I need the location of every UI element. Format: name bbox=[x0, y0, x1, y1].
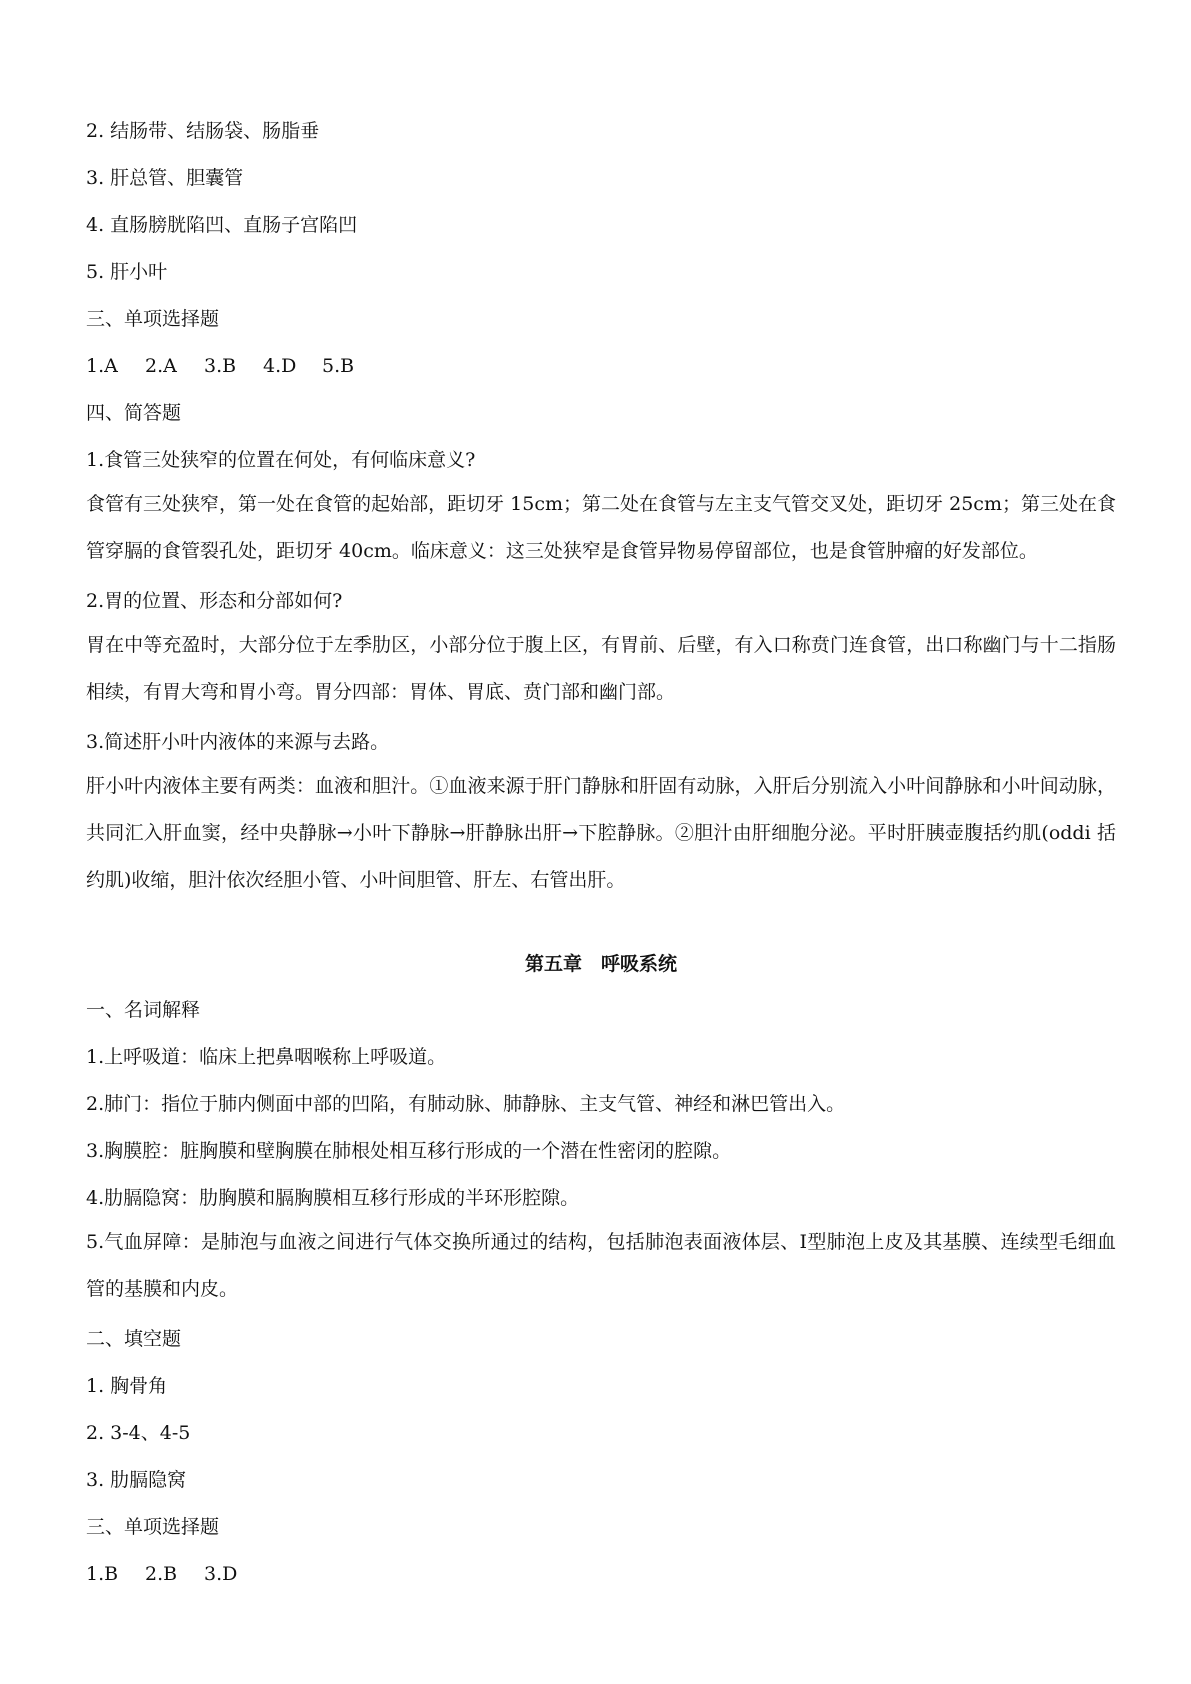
section-heading: 四、简答题 bbox=[86, 402, 182, 424]
answer-paragraph: 肝小叶内液体主要有两类：血液和胆汁。①血液来源于肝门静脉和肝固有动脉，入肝后分别流入小叶间静脉和小叶间动脉，共同汇入肝血窦，经中央静脉→小叶下静脉→肝静脉出肝→下腔静脉。②胆汁由肝细胞分泌。平时肝胰壶腹括约肌(oddi 括约肌)收缩，胆汁依次经胆小管、小叶间胆管、肝左、右管出肝。 bbox=[86, 775, 1116, 891]
term-definition: 3.胸膜腔：脏胸膜和壁胸膜在肺根处相互移行形成的一个潜在性密闭的腔隙。 bbox=[86, 1140, 732, 1162]
fill-answer: 1. 胸骨角 bbox=[86, 1375, 168, 1397]
fill-answer: 2. 3-4、4-5 bbox=[86, 1422, 191, 1444]
mc-answer: 2.A bbox=[145, 355, 177, 377]
mc-answer: 4.D bbox=[263, 355, 297, 377]
question: 2.胃的位置、形态和分部如何? bbox=[86, 590, 343, 612]
fill-answer: 5. 肝小叶 bbox=[86, 261, 168, 283]
term-definition: 1.上呼吸道：临床上把鼻咽喉称上呼吸道。 bbox=[86, 1046, 447, 1068]
mc-answer-row bbox=[86, 1561, 263, 1587]
chapter-title: 第五章 呼吸系统 bbox=[524, 953, 677, 975]
mc-answer: 2.B bbox=[145, 1563, 178, 1585]
answer-paragraph: 食管有三处狭窄，第一处在食管的起始部，距切牙 15cm；第二处在食管与左主支气管交叉处，距切牙 25cm；第三处在食管穿膈的食管裂孔处，距切牙 40cm。临床意义：这三处狭窄是食管异物易停留部位，也是食管肿瘤的好发部位。 bbox=[86, 493, 1116, 562]
fill-answer: 4. 直肠膀胱陷凹、直肠子宫陷凹 bbox=[86, 214, 358, 236]
mc-answer: 3.D bbox=[204, 1563, 238, 1585]
mc-answer: 3.B bbox=[204, 355, 237, 377]
section-heading: 二、填空题 bbox=[86, 1328, 182, 1350]
mc-answer: 1.B bbox=[86, 1563, 119, 1585]
mc-answer: 5.B bbox=[322, 355, 355, 377]
fill-answer: 3. 肝总管、胆囊管 bbox=[86, 167, 244, 189]
answer-paragraph: 胃在中等充盈时，大部分位于左季肋区，小部分位于腹上区，有胃前、后壁，有入口称贲门连食管，出口称幽门与十二指肠相续，有胃大弯和胃小弯。胃分四部：胃体、胃底、贲门部和幽门部。 bbox=[86, 634, 1116, 703]
fill-answer: 3. 肋膈隐窝 bbox=[86, 1469, 187, 1491]
mc-answer: 1.A bbox=[86, 355, 118, 377]
section-heading: 一、名词解释 bbox=[86, 999, 201, 1021]
term-definition: 5.气血屏障：是肺泡与血液之间进行气体交换所通过的结构，包括肺泡表面液体层、Ⅰ型肺泡上皮及其基膜、连续型毛细血管的基膜和内皮。 bbox=[86, 1231, 1116, 1300]
section-heading: 三、单项选择题 bbox=[86, 1516, 220, 1538]
term-definition: 4.肋膈隐窝：肋胸膜和膈胸膜相互移行形成的半环形腔隙。 bbox=[86, 1187, 580, 1209]
question: 3.简述肝小叶内液体的来源与去路。 bbox=[86, 731, 390, 753]
mc-answer-row bbox=[86, 353, 381, 379]
question: 1.食管三处狭窄的位置在何处，有何临床意义? bbox=[86, 449, 476, 471]
fill-answer: 2. 结肠带、结肠袋、肠脂垂 bbox=[86, 120, 320, 142]
section-heading: 三、单项选择题 bbox=[86, 308, 220, 330]
term-definition: 2.肺门：指位于肺内侧面中部的凹陷，有肺动脉、肺静脉、主支气管、神经和淋巴管出入。 bbox=[86, 1093, 846, 1115]
